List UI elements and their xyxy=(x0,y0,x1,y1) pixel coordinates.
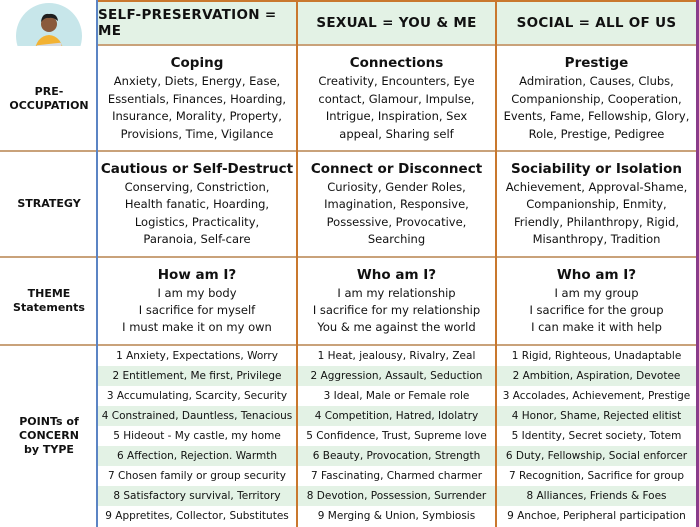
cell-title: Who am I? xyxy=(356,267,437,283)
list-item: 3 Accolades, Achievement, Prestige xyxy=(502,390,691,402)
cell-title: Connect or Disconnect xyxy=(310,160,483,177)
list-item: 2 Entitlement, Me first, Privilege xyxy=(98,366,296,386)
list-item: 1 Heat, jealousy, Rivalry, Zeal xyxy=(317,350,476,362)
list-item: 5 Identity, Secret society, Totem xyxy=(511,430,682,442)
list-item: 6 Beauty, Provocation, Strength xyxy=(298,446,495,466)
list-item: 1 Rigid, Righteous, Unadaptable xyxy=(511,350,682,362)
cell-title: Sociability or Isolation xyxy=(511,160,682,177)
list-item: 8 Satisfactory survival, Territory xyxy=(98,486,296,506)
column-divider-orange xyxy=(296,0,298,527)
row-label-theme: THEME Statements xyxy=(0,257,98,345)
cell-title: Connections xyxy=(349,55,444,71)
list-item: 9 Merging & Union, Symbiosis xyxy=(317,510,476,522)
list-item: 6 Affection, Rejection. Warmth xyxy=(98,446,296,466)
list-item: 7 Recognition, Sacrifice for group xyxy=(508,470,685,482)
list-item: 4 Honor, Shame, Rejected elitist xyxy=(497,406,696,426)
theme-cell-sexual: Who am I? I am my relationship I sacrifice for my relationship You & me against the world xyxy=(312,267,481,334)
row-divider xyxy=(0,344,699,346)
list-item: 2 Aggression, Assault, Seduction xyxy=(298,366,495,386)
list-item: 6 Duty, Fellowship, Social enforcer xyxy=(497,446,696,466)
list-item: 7 Chosen family or group security xyxy=(108,470,286,482)
row-divider xyxy=(0,256,699,258)
cell-title: How am I? xyxy=(157,267,237,283)
top-border xyxy=(98,0,699,2)
list-item: 3 Accumulating, Scarcity, Security xyxy=(106,390,288,402)
column-header-sexual: SEXUAL = YOU & ME xyxy=(298,2,495,44)
list-item: 8 Devotion, Possession, Surrender xyxy=(298,486,495,506)
list-item: 4 Competition, Hatred, Idolatry xyxy=(298,406,495,426)
cell-title: Cautious or Self-Destruct xyxy=(100,160,294,177)
cell-title: Who am I? xyxy=(556,267,637,283)
preoccupation-cell-social: Prestige Admiration, Causes, Clubs, Companionship, Cooperation, Events, Fame, Fellowship, Glory, Role, Prestige, Pedigree xyxy=(503,55,690,141)
row-label-points: POINTs of CONCERN by TYPE xyxy=(0,345,98,527)
list-item: 7 Fascinating, Charmed charmer xyxy=(310,470,483,482)
row-label-strategy: STRATEGY xyxy=(0,151,98,257)
theme-cell-social: Who am I? I am my group I sacrifice for the group I can make it with help xyxy=(529,267,664,334)
row-divider xyxy=(0,150,699,152)
theme-cell-self-preservation: How am I? I am my body I sacrifice for myself I must make it on my own xyxy=(122,267,272,334)
column-divider-orange xyxy=(495,0,497,527)
column-header-social: SOCIAL = ALL OF US xyxy=(497,2,696,44)
list-item: 2 Ambition, Aspiration, Devotee xyxy=(497,366,696,386)
column-divider-blue xyxy=(96,0,98,527)
preoccupation-cell-sexual: Connections Creativity, Encounters, Eye contact, Glamour, Impulse, Intrigue, Inspiration, Sex appeal, Sharing self xyxy=(318,55,475,141)
list-item: 3 Ideal, Male or Female role xyxy=(323,390,470,402)
row-label-preoccupation: PRE- OCCUPATION xyxy=(0,46,98,151)
list-item: 5 Confidence, Trust, Supreme love xyxy=(306,430,487,442)
column-header-self-preservation: SELF-PRESERVATION = ME xyxy=(98,2,296,44)
strategy-cell-social: Sociability or Isolation Achievement, Approval-Shame, Companionship, Enmity, Friendly, Philanthropy, Rigid, Misanthropy, Tradition xyxy=(505,160,688,246)
list-item: 9 Anchoe, Peripheral participation xyxy=(507,510,686,522)
strategy-cell-self-preservation: Cautious or Self-Destruct Conserving, Constriction, Health fanatic, Hoarding, Logistics, Practicality, Paranoia, Self-care xyxy=(100,160,294,246)
list-item: 1 Anxiety, Expectations, Worry xyxy=(116,350,278,362)
preoccupation-cell-self-preservation: Coping Anxiety, Diets, Energy, Ease, Essentials, Finances, Hoarding, Insurance, Morality, Property, Provisions, Time, Vigilance xyxy=(107,55,287,141)
list-item: 5 Hideout - My castle, my home xyxy=(113,430,281,442)
list-item: 4 Constrained, Dauntless, Tenacious xyxy=(98,406,296,426)
cell-title: Coping xyxy=(170,55,224,71)
row-divider xyxy=(98,44,699,46)
strategy-cell-sexual: Connect or Disconnect Curiosity, Gender Roles, Imagination, Responsive, Possessive, Provocative, Searching xyxy=(310,160,483,246)
list-item: 9 Appretites, Collector, Substitutes xyxy=(105,510,289,522)
cell-title: Prestige xyxy=(564,55,629,71)
list-item: 8 Alliances, Friends & Foes xyxy=(497,486,696,506)
